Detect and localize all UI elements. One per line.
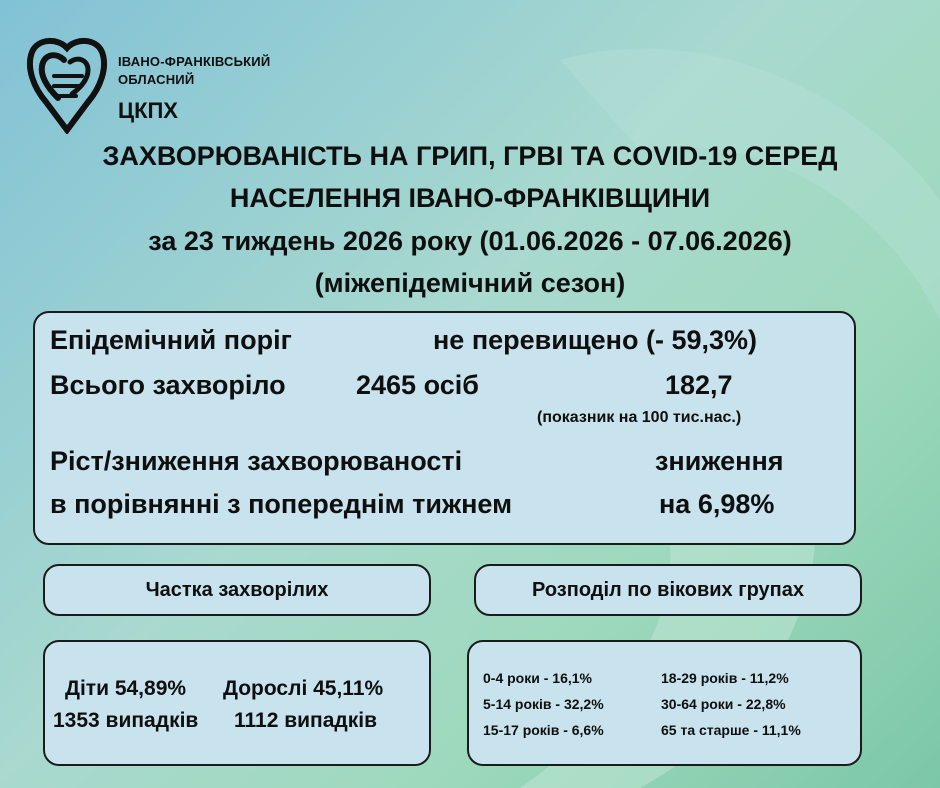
rate-note: (показник на 100 тис.нас.) (537, 409, 742, 426)
adults-cases: 1112 випадків (234, 709, 378, 732)
age-group-item: 65 та старше - 11,1% (661, 722, 801, 738)
org-line-1: ІВАНО-ФРАНКІВСЬКИЙ (118, 54, 271, 69)
title-line-2: НАСЕЛЕННЯ ІВАНО-ФРАНКІВЩИНИ (229, 183, 711, 213)
age-panel (467, 640, 862, 766)
age-group-item: 0-4 роки - 16,1% (483, 670, 592, 686)
share-panel (43, 640, 431, 766)
org-line-2: ОБЛАСНИЙ (118, 72, 195, 87)
trend-value-line-1: зниження (655, 446, 784, 476)
trend-value-line-2: на 6,98% (659, 489, 775, 519)
heart-shield-logo-icon (24, 36, 110, 134)
trend-label-line-2: в порівнянні з попереднім тижнем (50, 489, 513, 519)
title-line-4: (міжепідемічний сезон) (314, 268, 626, 298)
summary-panel (33, 311, 856, 545)
threshold-label: Епідемічний поріг (50, 325, 292, 355)
children-percent: Діти 54,89% (65, 677, 187, 700)
rate-value: 182,7 (665, 370, 733, 400)
age-group-item: 15-17 років - 6,6% (483, 722, 604, 738)
age-group-item: 30-64 роки - 22,8% (661, 696, 786, 712)
age-heading: Розподіл по вікових групах (532, 578, 804, 601)
adults-percent: Дорослі 45,11% (223, 677, 384, 700)
org-abbreviation: ЦКПХ (118, 98, 178, 123)
total-label: Всього захворіло (50, 370, 286, 400)
share-heading: Частка захворілих (145, 578, 329, 601)
threshold-value: не перевищено (- 59,3%) (433, 325, 757, 355)
children-cases: 1353 випадків (53, 709, 199, 732)
age-heading-box (474, 564, 862, 616)
organization-name (118, 53, 270, 89)
total-value: 2465 осіб (356, 370, 479, 400)
age-group-item: 5-14 років - 32,2% (483, 696, 604, 712)
title-line-3: за 23 тиждень 2026 року (01.06.2026 - 07.06.2026) (148, 226, 792, 256)
age-group-item: 18-29 років - 11,2% (661, 670, 789, 686)
share-heading-box (43, 564, 431, 616)
title-line-1: ЗАХВОРЮВАНІСТЬ НА ГРИП, ГРВІ ТА COVID-19 СЕРЕД (102, 141, 838, 171)
trend-label-line-1: Ріст/зниження захворюваності (50, 446, 463, 476)
